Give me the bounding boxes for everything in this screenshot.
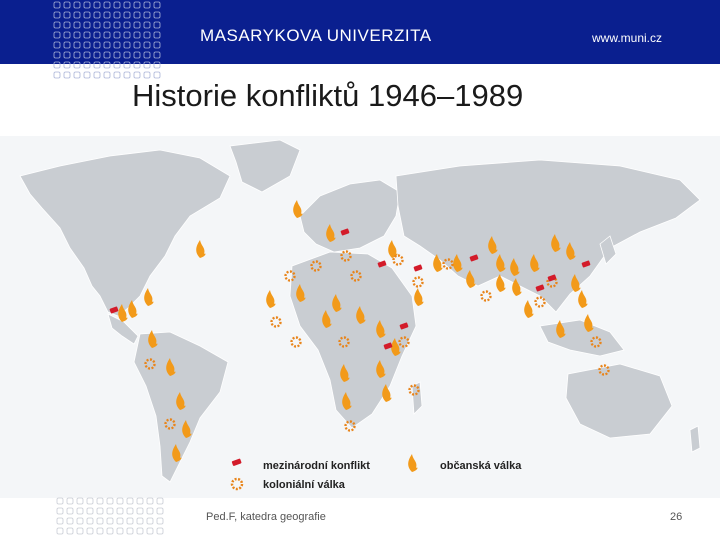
grid-dot: [64, 52, 70, 58]
grid-dot: [154, 62, 160, 68]
grid-dot: [147, 498, 153, 504]
civil-war-marker: [196, 240, 205, 258]
grid-dot: [67, 518, 73, 524]
grid-dot: [84, 22, 90, 28]
grid-dot: [104, 72, 110, 78]
grid-dot: [114, 72, 120, 78]
colonial-war-marker: [292, 338, 301, 347]
university-name: MASARYKOVA UNIVERZITA: [200, 26, 432, 45]
grid-dot: [114, 12, 120, 18]
grid-dot: [64, 72, 70, 78]
grid-dot: [74, 32, 80, 38]
grid-dot: [137, 528, 143, 534]
grid-dot: [54, 2, 60, 8]
grid-dot: [137, 498, 143, 504]
grid-dot: [157, 498, 163, 504]
grid-dot: [154, 2, 160, 8]
grid-dot: [77, 518, 83, 524]
slide-title: Historie konfliktů 1946–1989: [132, 78, 524, 113]
civil-war-marker: [578, 290, 587, 308]
grid-dot: [157, 508, 163, 514]
grid-dot: [77, 508, 83, 514]
grid-dot: [57, 528, 63, 534]
footer-department: Ped.F, katedra geografie: [206, 511, 326, 523]
grid-dot: [104, 2, 110, 8]
grid-dot: [64, 32, 70, 38]
legend-international: [232, 458, 371, 472]
grid-dot: [57, 518, 63, 524]
grid-dot: [147, 528, 153, 534]
grid-dot: [127, 518, 133, 524]
grid-dot: [74, 22, 80, 28]
grid-dot: [154, 12, 160, 18]
grid-dot: [94, 42, 100, 48]
grid-dot: [87, 518, 93, 524]
grid-dot: [54, 62, 60, 68]
grid-dot: [137, 508, 143, 514]
grid-dot: [64, 42, 70, 48]
grid-dot: [144, 62, 150, 68]
grid-dot: [117, 498, 123, 504]
world-map: [0, 136, 720, 498]
world-map-svg: [0, 136, 720, 498]
grid-dot: [157, 518, 163, 524]
grid-dot: [124, 12, 130, 18]
grid-dot: [64, 12, 70, 18]
civil-war-marker: [524, 300, 533, 318]
grid-dot: [94, 22, 100, 28]
map-legend: [232, 454, 523, 491]
grid-dot: [114, 32, 120, 38]
grid-dot: [134, 62, 140, 68]
grid-dot: [127, 528, 133, 534]
grid-dot: [144, 22, 150, 28]
grid-dot: [84, 52, 90, 58]
grid-dot: [127, 508, 133, 514]
legend-colonial-label: koloniální válka: [263, 479, 345, 491]
legend-colonial: [232, 479, 346, 491]
grid-dot: [144, 42, 150, 48]
grid-dot: [107, 508, 113, 514]
grid-dot: [94, 62, 100, 68]
grid-dot: [134, 22, 140, 28]
legend-civil: [408, 454, 522, 472]
grid-dot: [54, 52, 60, 58]
grid-dot: [147, 518, 153, 524]
civil-war-marker: [293, 200, 302, 218]
grid-dot: [74, 42, 80, 48]
madagascar: [412, 382, 422, 414]
grid-dot: [124, 32, 130, 38]
grid-dot: [74, 72, 80, 78]
grid-dot: [127, 498, 133, 504]
legend-civil-label: občanská válka: [440, 460, 522, 472]
grid-dot: [154, 42, 160, 48]
grid-dot: [144, 2, 150, 8]
grid-dot: [117, 518, 123, 524]
grid-dot: [104, 32, 110, 38]
grid-dot: [67, 508, 73, 514]
grid-dot: [84, 2, 90, 8]
grid-dot: [57, 498, 63, 504]
grid-dot: [104, 12, 110, 18]
australia: [566, 364, 672, 438]
grid-dot: [77, 528, 83, 534]
grid-dot: [74, 62, 80, 68]
grid-dot: [97, 528, 103, 534]
grid-dot: [87, 528, 93, 534]
grid-dot: [117, 528, 123, 534]
asia: [396, 160, 700, 312]
grid-dot: [54, 22, 60, 28]
grid-dot: [67, 498, 73, 504]
grid-dot: [97, 518, 103, 524]
grid-dot: [114, 52, 120, 58]
grid-dot: [104, 62, 110, 68]
grid-dot: [84, 72, 90, 78]
grid-dot: [64, 62, 70, 68]
grid-dot: [87, 498, 93, 504]
grid-dot: [157, 528, 163, 534]
grid-dot: [114, 62, 120, 68]
grid-dot: [124, 62, 130, 68]
grid-dot: [144, 52, 150, 58]
grid-dot: [97, 508, 103, 514]
grid-dot: [67, 528, 73, 534]
grid-dot: [124, 72, 130, 78]
grid-dot: [114, 22, 120, 28]
grid-dot: [57, 508, 63, 514]
grid-dot: [137, 518, 143, 524]
grid-dot: [134, 52, 140, 58]
grid-dot: [74, 2, 80, 8]
grid-dot: [124, 2, 130, 8]
grid-dot: [87, 508, 93, 514]
grid-dot: [154, 52, 160, 58]
grid-dot: [104, 22, 110, 28]
grid-dot: [154, 22, 160, 28]
grid-dot: [134, 42, 140, 48]
grid-dot: [107, 498, 113, 504]
civil-war-marker: [414, 288, 423, 306]
grid-dot: [97, 498, 103, 504]
grid-dot: [134, 12, 140, 18]
civil-war-marker: [144, 288, 153, 306]
grid-dot: [64, 2, 70, 8]
north-america: [20, 150, 230, 316]
grid-dot: [114, 42, 120, 48]
grid-dot: [114, 2, 120, 8]
grid-dot: [84, 32, 90, 38]
grid-dot: [124, 52, 130, 58]
logo-dot-grid: [52, 0, 170, 80]
grid-dot: [144, 32, 150, 38]
grid-dot: [147, 508, 153, 514]
colonial-war-marker: [414, 278, 423, 287]
footer-dot-grid: [55, 496, 170, 540]
colonial-war-marker: [482, 292, 491, 301]
southeast-asia-islands: [540, 320, 624, 356]
grid-dot: [94, 72, 100, 78]
international-conflict-icon: [232, 458, 242, 466]
grid-dot: [64, 22, 70, 28]
grid-dot: [154, 32, 160, 38]
legend-international-label: mezinárodní konflikt: [263, 460, 370, 472]
civil-war-marker: [266, 290, 275, 308]
international-conflict-marker: [413, 264, 422, 271]
grid-dot: [124, 22, 130, 28]
grid-dot: [74, 52, 80, 58]
grid-dot: [54, 72, 60, 78]
colonial-war-marker: [272, 318, 281, 327]
grid-dot: [134, 32, 140, 38]
grid-dot: [84, 62, 90, 68]
europe: [300, 180, 400, 252]
grid-dot: [84, 12, 90, 18]
grid-dot: [104, 52, 110, 58]
grid-dot: [54, 32, 60, 38]
grid-dot: [107, 528, 113, 534]
grid-dot: [94, 52, 100, 58]
grid-dot: [94, 32, 100, 38]
website-link[interactable]: www.muni.cz: [592, 31, 663, 45]
grid-dot: [144, 12, 150, 18]
colonial-war-icon: [232, 479, 242, 489]
grid-dot: [77, 498, 83, 504]
grid-dot: [104, 42, 110, 48]
grid-dot: [94, 2, 100, 8]
grid-dot: [74, 12, 80, 18]
grid-dot: [84, 42, 90, 48]
grid-dot: [134, 2, 140, 8]
grid-dot: [54, 12, 60, 18]
grid-dot: [107, 518, 113, 524]
grid-dot: [54, 42, 60, 48]
page-number: 26: [670, 511, 683, 523]
new-zealand: [690, 426, 700, 452]
grid-dot: [124, 42, 130, 48]
grid-dot: [94, 12, 100, 18]
greenland: [230, 140, 300, 192]
civil-war-icon: [408, 454, 417, 472]
grid-dot: [117, 508, 123, 514]
